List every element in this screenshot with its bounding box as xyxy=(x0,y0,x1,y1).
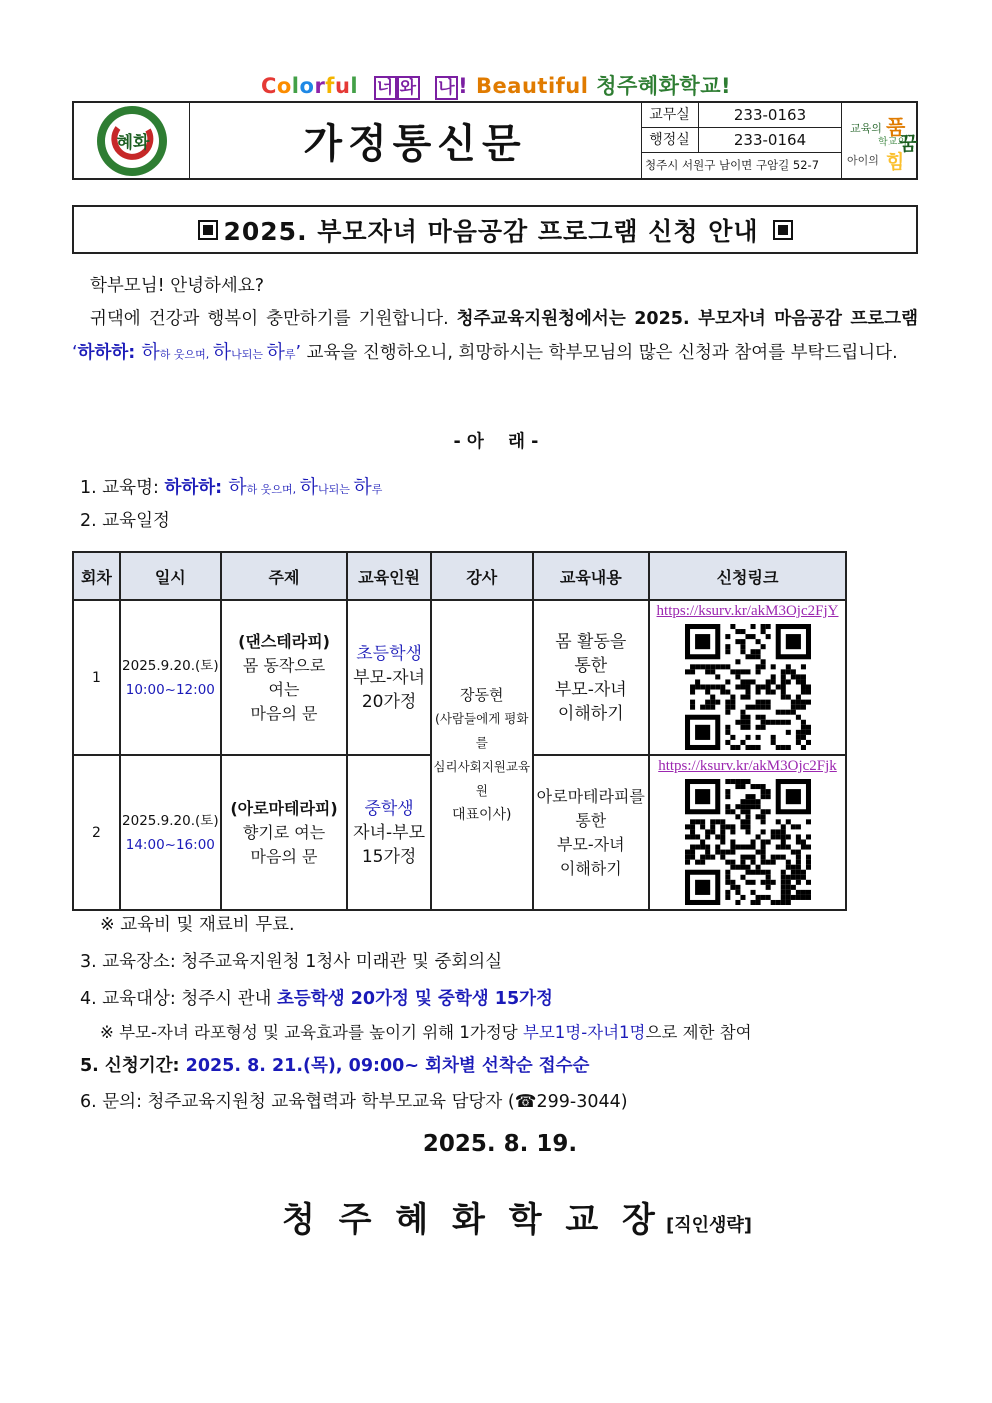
table-header: 교육내용 xyxy=(533,552,650,600)
school-logo-cell xyxy=(74,103,190,178)
content-line: 이해하기 xyxy=(557,703,624,724)
registration-link[interactable]: https://ksurv.kr/akM3Ojc2FjY xyxy=(656,603,839,619)
slogan-colorful-o: o xyxy=(276,74,292,98)
seal-omitted: [직인생략] xyxy=(666,1215,753,1236)
session-link-cell xyxy=(649,755,846,910)
target-count: 20가정 xyxy=(361,691,417,712)
slogan-colorful-l: l xyxy=(291,74,300,98)
contact-info xyxy=(641,103,841,178)
content-line: 이해하기 xyxy=(559,858,622,878)
school-address: 청주시 서원구 남이면 구암길 52-7 xyxy=(645,158,820,172)
below-heading: - 아 래 - xyxy=(453,432,539,452)
schedule-table xyxy=(72,551,847,911)
program-ha-1-sub: 하 웃으며, xyxy=(159,348,213,361)
school-slogan xyxy=(0,70,992,100)
intro-quote-open: ‘ xyxy=(72,343,78,363)
contact-value: 233-0164 xyxy=(733,131,807,149)
note-limit xyxy=(100,1019,752,1043)
motto-4: 꿈 xyxy=(899,133,918,155)
table-header: 교육인원 xyxy=(347,552,431,600)
session-date: 2025.9.20.(토) xyxy=(122,657,219,674)
intro-quote-close: ’ xyxy=(295,343,302,363)
item-schedule-label: 2. 교육일정 xyxy=(80,511,170,531)
table-header-row xyxy=(73,552,846,600)
intro-text-1: 귀댁에 건강과 행복이 충만하기를 기원합니다. xyxy=(90,309,457,329)
motto-2: 품 xyxy=(886,115,906,139)
session-content xyxy=(533,755,650,910)
slogan-colorful-o2: o xyxy=(299,74,315,98)
program-ha-3: 하 xyxy=(353,476,372,498)
motto-6: 힘 xyxy=(886,151,905,173)
registration-link[interactable]: https://ksurv.kr/akM3Ojc2Fjk xyxy=(658,758,837,774)
contact-row-admin xyxy=(641,128,841,153)
greeting: 학부모님! 안녕하세요? xyxy=(90,276,265,296)
topic-title: (댄스테라피) xyxy=(238,631,330,651)
session-number: 1 xyxy=(73,600,120,755)
table-header: 강사 xyxy=(431,552,533,600)
item-4-value: 초등학생 20가정 및 중학생 15가정 xyxy=(277,989,553,1009)
slogan-beautiful: Beautiful xyxy=(476,74,589,98)
motto-3: 학교의 xyxy=(878,137,907,148)
logo-text: 혜화 xyxy=(116,133,150,153)
table-header: 일시 xyxy=(120,552,221,600)
program-ha-2-sub: 나되는 xyxy=(231,348,267,361)
slogan-box-3: 나 xyxy=(435,76,458,100)
session-time: 10:00~12:00 xyxy=(125,681,215,698)
topic-line: 마음의 문 xyxy=(250,846,318,866)
item-4-label: 4. 교육대상: 청주시 관내 xyxy=(80,989,277,1009)
square-bullet-icon xyxy=(773,220,793,240)
instructor-title: 대표이사) xyxy=(451,807,512,823)
qr-code-icon[interactable] xyxy=(685,624,811,750)
instructor-org: (사람들에게 평화를 xyxy=(435,711,529,750)
content-line: 부모-자녀 xyxy=(554,679,627,700)
table-header: 신청링크 xyxy=(649,552,846,600)
table-header: 회차 xyxy=(73,552,120,600)
slogan-box-2: 와 xyxy=(397,76,420,100)
letterhead xyxy=(72,101,918,180)
note-limit-a: ※ 부모-자녀 라포형성 및 교육효과를 높이기 위해 1가정당 xyxy=(100,1023,523,1042)
table-header: 주제 xyxy=(221,552,347,600)
instructor-cell xyxy=(431,600,533,910)
intro-paragraph xyxy=(72,303,918,371)
school-emblem xyxy=(74,103,189,178)
content-line: 통한 xyxy=(575,810,607,830)
session-time: 14:00~16:00 xyxy=(125,836,215,853)
session-datetime xyxy=(120,600,221,755)
slogan-mid: ! xyxy=(458,74,477,98)
content-line: 통한 xyxy=(574,655,608,676)
program-ha-1: 하 xyxy=(228,476,247,498)
issue-date: 2025. 8. 19. xyxy=(422,1131,578,1157)
contact-value: 233-0163 xyxy=(733,106,807,124)
target-grade: 초등학생 xyxy=(356,643,422,664)
target-grade: 중학생 xyxy=(364,798,414,819)
square-bullet-icon xyxy=(198,220,218,240)
content-line: 아로마테라피를 xyxy=(536,786,645,806)
program-ha-1-sub: 하 웃으며, xyxy=(246,483,300,496)
program-ha-2: 하 xyxy=(212,341,232,363)
program-ha-2-sub: 나되는 xyxy=(317,483,354,496)
program-ha-2: 하 xyxy=(299,476,318,498)
intro-bold: 청주교육지원청에서는 2025. 부모자녀 마음공감 프로그램 xyxy=(456,309,918,329)
program-ha-3-sub: 루 xyxy=(371,483,383,496)
topic-line: 향기로 여는 xyxy=(242,822,326,842)
school-motto xyxy=(841,103,917,178)
program-name: 하하하: xyxy=(77,343,142,363)
session-datetime xyxy=(120,755,221,910)
document-title: 가정통신문 xyxy=(189,103,642,178)
program-name: 하하하: xyxy=(164,478,229,498)
motto-5: 아이의 xyxy=(847,154,879,167)
slogan-school: 청주혜화학교! xyxy=(596,74,732,98)
topic-line: 마음의 문 xyxy=(250,703,318,723)
table-row xyxy=(73,600,846,755)
target-who: 자녀-부모 xyxy=(353,822,425,843)
signer-block xyxy=(0,1192,992,1241)
contact-label: 교무실 xyxy=(641,103,699,127)
session-topic xyxy=(221,600,347,755)
session-number: 2 xyxy=(73,755,120,910)
topic-line: 여는 xyxy=(268,679,300,699)
contact-row-teachers xyxy=(641,103,841,128)
signer: 청 주 혜 화 학 교 장 xyxy=(281,1200,661,1240)
item-contact: 6. 문의: 청주교육지원청 교육협력과 학부모교육 담당자 (☎299-3044) xyxy=(80,1092,628,1112)
session-target xyxy=(347,600,431,755)
item-program-name xyxy=(80,472,382,499)
qr-code-icon[interactable] xyxy=(685,779,811,905)
intro-text-3: 교육을 진행하오니, 희망하시는 학부모님의 많은 신청과 참여를 부탁드립니다. xyxy=(301,343,898,363)
instructor-name: 장동현 xyxy=(459,686,504,704)
slogan-colorful-c: C xyxy=(260,74,277,98)
slogan-colorful-l2: l xyxy=(350,74,359,98)
item-target xyxy=(80,985,553,1010)
item-5-label: 5. 신청기간: xyxy=(80,1056,186,1076)
item-period xyxy=(80,1052,589,1077)
motto-1: 교육의 xyxy=(850,122,882,135)
session-target xyxy=(347,755,431,910)
instructor-org: 심리사회지원교육원 xyxy=(433,759,531,798)
notice-title: 2025. 부모자녀 마음공감 프로그램 신청 안내 xyxy=(223,216,759,246)
content-line: 몸 활동을 xyxy=(555,631,627,652)
session-link-cell xyxy=(649,600,846,755)
note-limit-b: 부모1명-자녀1명 xyxy=(522,1023,646,1042)
slogan-colorful-u: u xyxy=(334,74,351,98)
slogan-box-1: 너 xyxy=(374,76,397,100)
program-ha-3-sub: 루 xyxy=(284,348,296,361)
notice-title-box xyxy=(72,205,918,254)
session-content xyxy=(533,600,650,755)
item-1-label: 1. 교육명: xyxy=(80,478,165,498)
target-who: 부모-자녀 xyxy=(353,667,425,688)
note-free: ※ 교육비 및 재료비 무료. xyxy=(100,915,295,935)
session-topic xyxy=(221,755,347,910)
topic-line: 몸 동작으로 xyxy=(242,655,326,675)
topic-title: (아로마테라피) xyxy=(230,798,338,818)
item-5-value: 2025. 8. 21.(목), 09:00~ 회차별 선착순 접수순 xyxy=(185,1056,590,1076)
content-line: 부모-자녀 xyxy=(556,834,625,854)
target-count: 15가정 xyxy=(361,846,417,867)
slogan-colorful-f: f xyxy=(325,74,335,98)
item-location: 3. 교육장소: 청주교육지원청 1청사 미래관 및 중회의실 xyxy=(80,952,503,972)
slogan-colorful-r: r xyxy=(314,74,326,98)
program-ha-1: 하 xyxy=(141,341,160,363)
note-limit-c: 으로 제한 참여 xyxy=(645,1023,752,1042)
program-ha-3: 하 xyxy=(266,341,285,363)
contact-label: 행정실 xyxy=(641,128,699,152)
session-date: 2025.9.20.(토) xyxy=(122,812,219,829)
